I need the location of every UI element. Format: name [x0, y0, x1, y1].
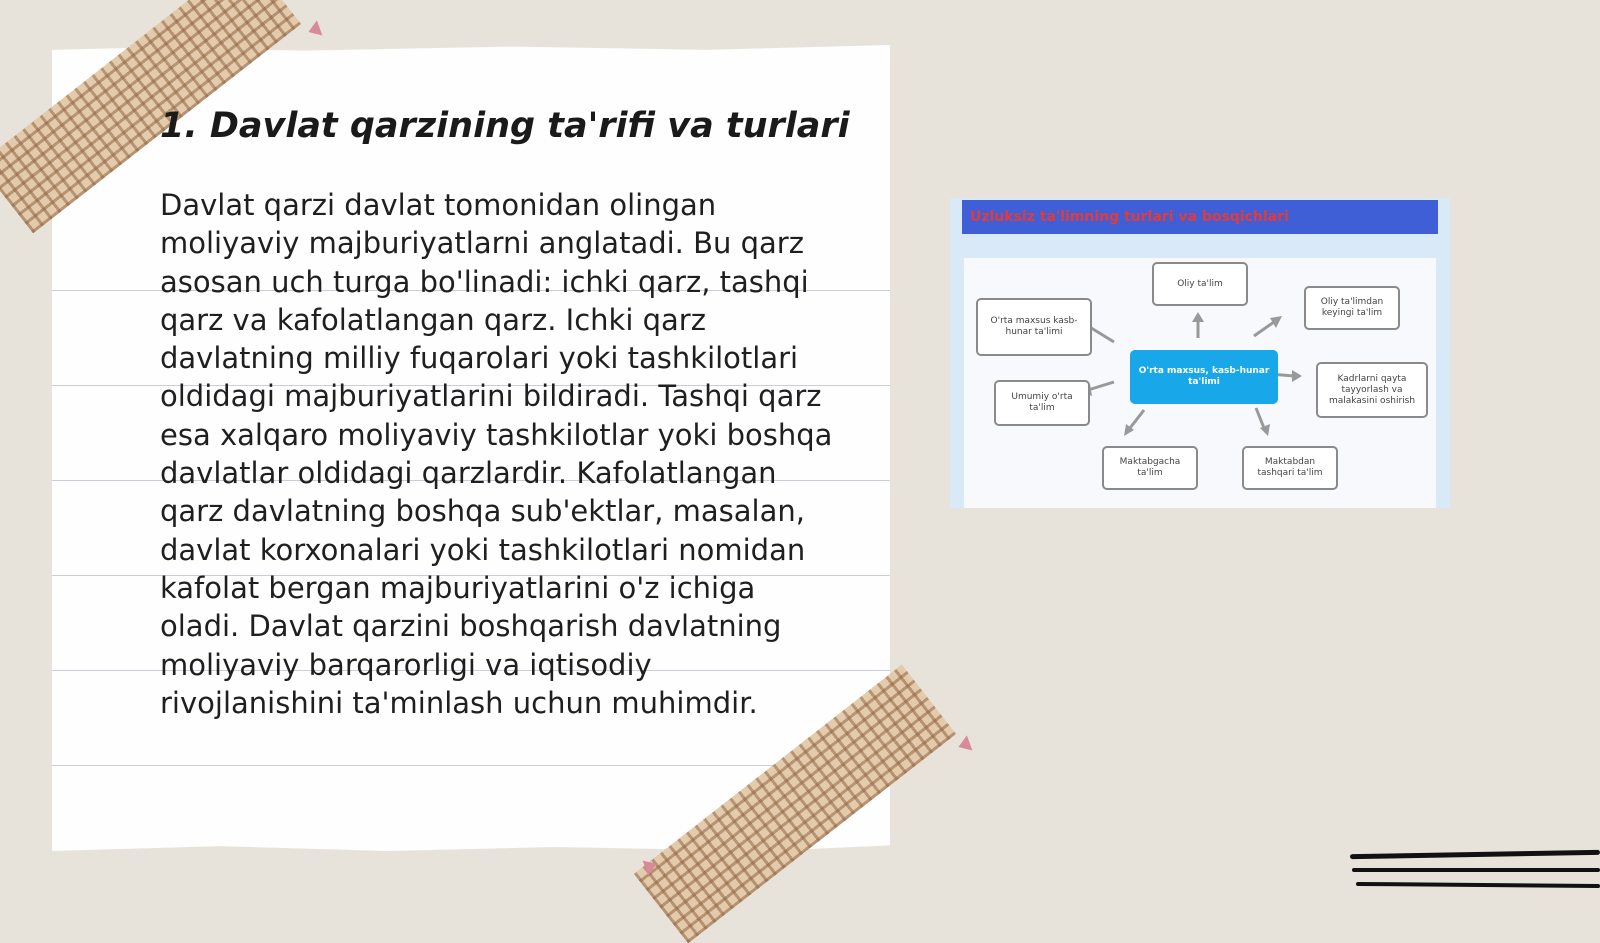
diagram-header: Uzluksiz ta'limning turlari va bosqichlari [962, 200, 1438, 234]
diagram-node-top-left: O'rta maxsus kasb-hunar ta'limi [976, 298, 1092, 356]
tape-tip [956, 735, 973, 754]
arrow-down-left [1130, 410, 1144, 428]
arrow-down-right [1256, 408, 1264, 428]
diagram-node-right: Kadrlarni qayta tayyorlash va malakasini oshirish [1316, 362, 1428, 418]
decorative-stroke [1350, 850, 1600, 859]
tape-tip [306, 20, 323, 39]
diagram-node-center: O'rta maxsus, kasb-hunar ta'limi [1130, 350, 1278, 404]
diagram-image [950, 198, 1450, 508]
diagram-node-left: Umumiy o'rta ta'lim [994, 380, 1090, 426]
decorative-stroke [1352, 868, 1600, 872]
slide-body-text: Davlat qarzi davlat tomonidan olingan moliyaviy majburiyatlarni anglatadi. Bu qarz asosan uch turga bo'linadi: ichki qarz, tashqi qarz va kafolatlangan qarz. Ichki qarz davlatning milliy fuqarolari yoki tashkilotlari oldidagi majburiyatlarini bildiradi. Tashqi qarz esa xalqaro moliyaviy tashkilotlar yoki boshqa davlatlar oldidagi qarzlardir. Kafolatlangan qarz davlatning boshqa sub'ektlar, masalan, davlat korxonalari yoki tashkilotlari nomidan kafolat bergan majburiyatlarini o'z ichiga oladi. Davlat qarzini boshqarish davlatning moliyaviy barqarorligi va iqtisodiy rivojlanishini ta'minlash uchun muhimdir. [160, 188, 833, 720]
paper-rule [52, 765, 890, 766]
diagram-node-top-right: Oliy ta'limdan keyingi ta'lim [1304, 286, 1400, 330]
arrow-up-right [1254, 322, 1274, 336]
decorative-stroke [1356, 882, 1600, 888]
slide-title: 1. Davlat qarzining ta'rifi va turlari [160, 106, 850, 146]
diagram-node-bottom-left: Maktabgacha ta'lim [1102, 446, 1198, 490]
diagram-node-top: Oliy ta'lim [1152, 262, 1248, 306]
diagram-panel [964, 258, 1436, 508]
arrow-left [1088, 382, 1114, 390]
diagram-node-bottom-right: Maktabdan tashqari ta'lim [1242, 446, 1338, 490]
